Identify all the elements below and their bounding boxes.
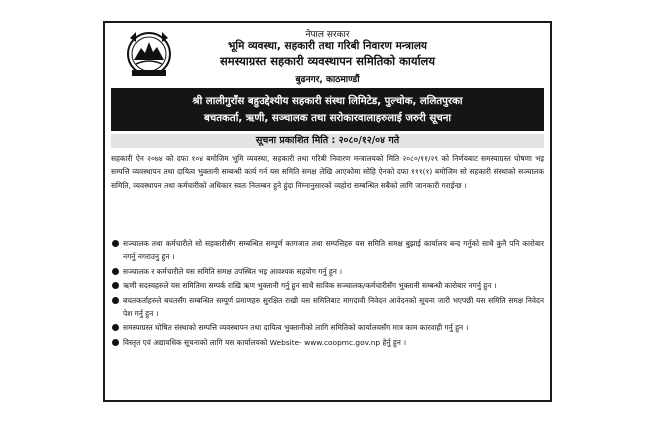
government-name: नेपाल सरकार xyxy=(305,30,350,40)
list-item-text: सञ्चालक तथा कर्मचारीले सो सहकारीसँग सम्बन्धित सम्पूर्ण कागजात तथा सम्पत्तिहरु यस समिति समक्ष बुझाई कार्यालय बन्द गर्नुको साथै कुनै पनि कारोबार नगर्नु नगराउनु हुन । xyxy=(123,239,544,262)
banner-line-2: बचतकर्ता, ऋणी, सञ्चालक तथा सरोकारवालाहरुलाई जरुरी सूचना xyxy=(203,113,452,124)
bullet-icon xyxy=(112,324,119,331)
bullet-icon xyxy=(112,268,119,275)
list-item xyxy=(111,279,544,292)
bullet-icon xyxy=(112,339,119,346)
list-item-text: ऋणी सदस्यहरुले यस समितिमा सम्पर्क राखि ऋण भुक्तानी गर्नु हुन साथै साविक सञ्चालक/कर्मचारीसँग भुक्तानी सम्बन्धी कारोबार नगर्नु हुन । xyxy=(123,281,497,291)
intro-paragraph: सहकारी ऐन २०७४ को दफा १०४ बमोजिम भूमि व्यवस्था, सहकारी तथा गरिबी निवारण मन्त्रालयको मिति २०८०/११/२९ को निर्णयबाट समस्याग्रस्त घोषणा भइ सम्पत्ति व्यवस्थापन तथा दायित्व भुक्तानी सम्बन्धी कार्य गर्न यस समिति समक्ष लेखि आएकोमा सोहि ऐनको दफा १११(१) बमोजिम सो सहकारी संस्थाको सञ्चालक समिति, व्यवस्थापन तथा कर्मचारीको अधिकार स्वतः निलम्बन हुने हुंदा निम्नानुसारको व्यहोरा सम्बन्धित सबैको लागि जानकारी गराईन्छ । xyxy=(111,154,544,190)
list-item xyxy=(111,321,544,334)
list-item xyxy=(111,294,544,321)
list-item-text: बचतकर्ताहरुले बचतसँग सम्बन्धित सम्पूर्ण प्रमाणहरु सुरक्षित राखी यस समितिबाट मागदावी निवेदन आवेदनको सूचना जारी भएपछी यस समिति समक्ष निवेदन पेश गर्नु हुन । xyxy=(123,295,544,319)
list-item-text: समस्याग्रस्त घोषित संस्थाको सम्पत्ति व्यवस्थापन तथा दायित्व भुक्तानीको लागि समितिको कार्यालयसँग मात्र काम कारवाही गर्नु हुन । xyxy=(123,323,469,333)
list-item-text: सञ्चालक र कर्मचारीले यस समिति समक्ष उपस्थित भइ आवश्यक सहयोग गर्नु हुन । xyxy=(123,266,342,276)
office-name: समस्याग्रस्त सहकारी व्यवस्थापन समितिको कार्यालय xyxy=(219,54,436,68)
list-item xyxy=(111,237,544,264)
list-item xyxy=(111,265,544,278)
notice-box xyxy=(103,21,552,402)
bullet-icon xyxy=(112,297,119,304)
publication-date: सूचना प्रकाशित मिति : २०८०/१२/०४ गते xyxy=(111,134,544,148)
instruction-list xyxy=(111,237,544,350)
list-item xyxy=(111,336,544,349)
list-item-text: विस्तृत एवं अद्यावधिक सूचनाको लागि यस कार्यालयको Website- www.coopmc.gov.np हेर्नु हुन । xyxy=(123,337,407,347)
banner-line-1: श्री लालीगुराँस बहुउद्देश्यीय सहकारी संस्था लिमिटेड, पुल्चोक, ललितपुरका xyxy=(192,96,463,107)
bullet-icon xyxy=(112,240,119,247)
ministry-name: भूमि व्यवस्था, सहकारी तथा गरिबी निवारण मन्त्रालय xyxy=(227,40,428,52)
bullet-icon xyxy=(112,282,119,289)
notice-title-banner xyxy=(111,88,544,131)
office-address: बुढनगर, काठमाण्डौं xyxy=(295,75,360,85)
